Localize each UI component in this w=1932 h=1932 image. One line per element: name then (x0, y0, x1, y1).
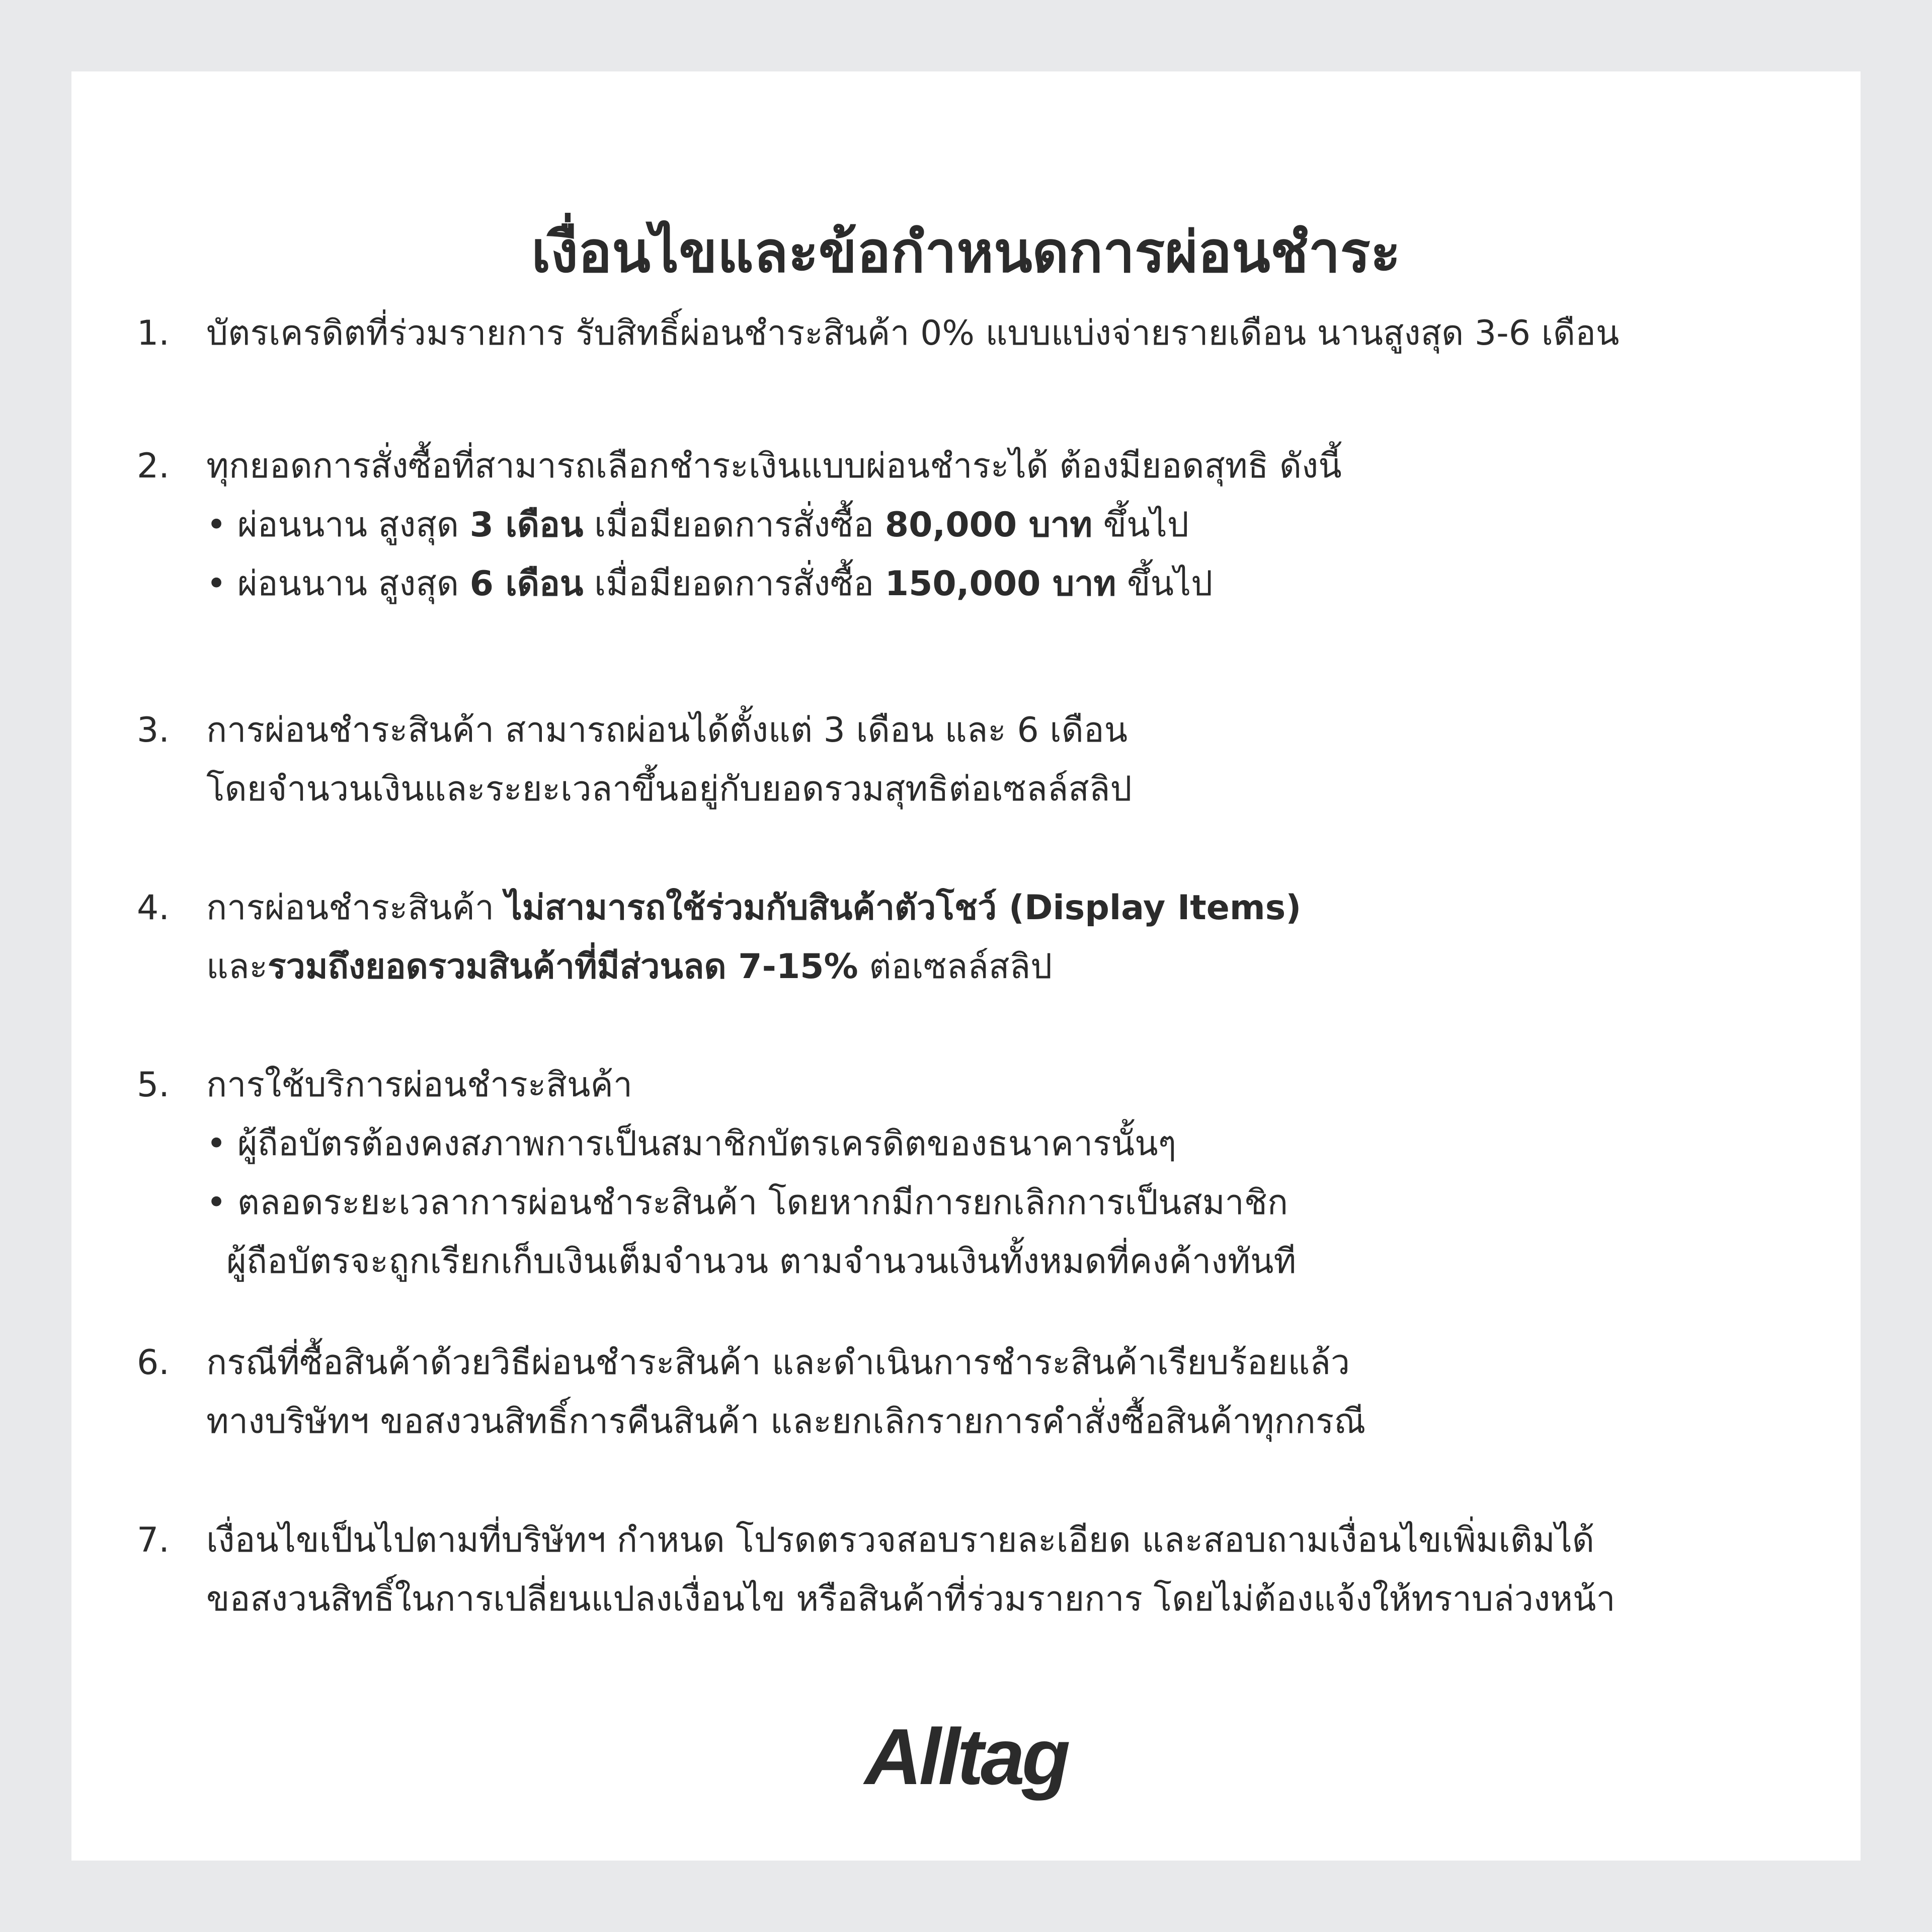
term-text-plain: การผ่อนชำระสินค้า (206, 888, 505, 928)
bullet-months: 6 เดือน (469, 564, 584, 604)
bullet-text: ผู้ถือบัตรจะถูกเรียกเก็บเงินเต็มจำนวน ตามจำนวนเงินทั้งหมดที่คงค้างทันที (226, 1242, 1297, 1281)
term-number: 3. (137, 710, 170, 750)
bullet-months: 3 เดือน (469, 505, 584, 545)
term-text-bold: ไม่สามารถใช้ร่วมกับสินค้าตัวโชว์ (Display Items) (505, 888, 1302, 928)
term-bullet (71, 1116, 1861, 1172)
term-text: ขอสงวนสิทธิ์ในการเปลี่ยนแปลงเงื่อนไข หรือสินค้าที่ร่วมรายการ โดยไม่ต้องแจ้งให้ทราบล่วงหน้า (206, 1579, 1616, 1619)
term-number: 1. (137, 313, 170, 353)
term-text (206, 880, 1301, 936)
bullet-suffix: ขึ้นไป (1116, 564, 1213, 604)
bullet-amount: 80,000 บาท (884, 505, 1093, 545)
term-text-suffix: ต่อเซลล์สลิป (858, 947, 1053, 987)
term-line (71, 1572, 1861, 1627)
bullet-text (206, 498, 1189, 553)
term-text: กรณีที่ซื้อสินค้าด้วยวิธีผ่อนชำระสินค้า และดำเนินการชำระสินค้าเรียบร้อยแล้ว (206, 1343, 1350, 1383)
bullet-middle: เมื่อมียอดการสั่งซื้อ (583, 505, 885, 545)
term-number: 7. (137, 1520, 170, 1560)
bullet-text (206, 556, 1213, 612)
term-text: การผ่อนชำระสินค้า สามารถผ่อนได้ตั้งแต่ 3 เดือน และ 6 เดือน (206, 710, 1128, 750)
term-text: บัตรเครดิตที่ร่วมรายการ รับสิทธิ์ผ่อนชำระสินค้า 0% แบบแบ่งจ่ายรายเดือน นานสูงสุด 3-6 เดือน (206, 313, 1620, 353)
term-number: 4. (137, 888, 170, 928)
term-line (71, 439, 1861, 494)
bullet-amount: 150,000 บาท (884, 564, 1116, 604)
term-text: ทุกยอดการสั่งซื้อที่สามารถเลือกชำระเงินแบบผ่อนชำระได้ ต้องมียอดสุทธิ ดังนี้ (206, 446, 1342, 486)
term-line (71, 1335, 1861, 1391)
term-line (71, 306, 1861, 361)
term-bullet (71, 498, 1861, 553)
brand-logo: Alltag (864, 1713, 1068, 1801)
term-text-bold: รวมถึงยอดรวมสินค้าที่มีส่วนลด 7-15% (268, 947, 858, 987)
term-text: โดยจำนวนเงินและระยะเวลาขึ้นอยู่กับยอดรวมสุทธิต่อเซลล์สลิป (206, 769, 1132, 809)
bullet-prefix: • ผ่อนนาน สูงสุด (206, 505, 470, 545)
bullet-middle: เมื่อมียอดการสั่งซื้อ (583, 564, 885, 604)
page-title: เงื่อนไขและข้อกำหนดการผ่อนชำระ (531, 220, 1401, 285)
bullet-text: • ผู้ถือบัตรต้องคงสภาพการเป็นสมาชิกบัตรเครดิตของธนาคารนั้นๆ (206, 1124, 1177, 1164)
term-bullet (71, 556, 1861, 612)
term-text: การใช้บริการผ่อนชำระสินค้า (206, 1065, 633, 1105)
term-line (71, 939, 1861, 995)
term-text: เงื่อนไขเป็นไปตามที่บริษัทฯ กำหนด โปรดตรวจสอบรายละเอียด และสอบถามเงื่อนไขเพิ่มเติมได้ (206, 1520, 1594, 1560)
term-bullet (71, 1175, 1861, 1231)
bullet-suffix: ขึ้นไป (1092, 505, 1189, 545)
term-bullet-continuation (71, 1234, 1861, 1290)
term-number: 2. (137, 446, 170, 486)
term-line (71, 1513, 1861, 1568)
term-line (71, 1058, 1861, 1113)
term-line (71, 703, 1861, 758)
bullet-text: • ตลอดระยะเวลาการผ่อนชำระสินค้า โดยหากมีการยกเลิกการเป็นสมาชิก (206, 1183, 1289, 1223)
term-number: 6. (137, 1343, 170, 1383)
term-text: ทางบริษัทฯ ขอสงวนสิทธิ์การคืนสินค้า และยกเลิกรายการคำสั่งซื้อสินค้าทุกกรณี (206, 1402, 1366, 1441)
term-text-plain: และ (206, 947, 268, 987)
term-line (71, 762, 1861, 817)
bullet-prefix: • ผ่อนนาน สูงสุด (206, 564, 470, 604)
term-line (71, 1394, 1861, 1450)
terms-card (71, 71, 1861, 1861)
term-text (206, 939, 1052, 995)
term-line (71, 880, 1861, 936)
term-number: 5. (137, 1065, 170, 1105)
